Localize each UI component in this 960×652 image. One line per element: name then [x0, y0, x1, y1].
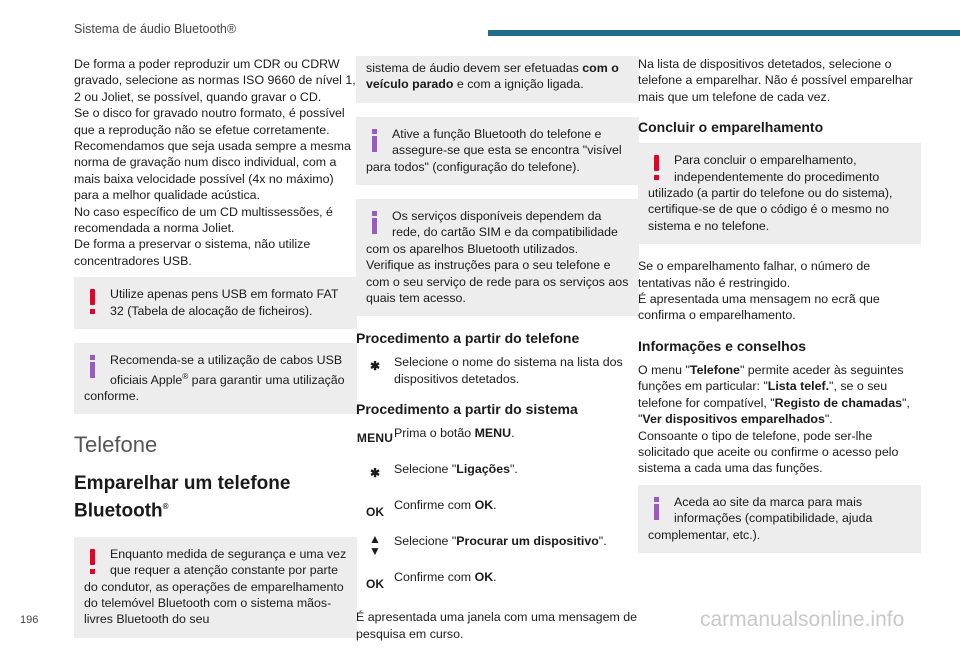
heading: Concluir o emparelhamento	[638, 119, 824, 136]
up-down-arrows-icon: ▲ ▼	[369, 532, 381, 559]
step	[356, 497, 639, 523]
step-text: Selecione o nome do sistema na lista dos dispositivos detetados.	[394, 355, 623, 386]
ok-button-icon: OK	[366, 505, 384, 520]
info-text: Ative a função Bluetooth do telefone e assegure-se que esta se encontra "visível para todos" (configuração do telefone).	[366, 126, 622, 174]
step-text: Selecione "Ligações".	[394, 462, 518, 477]
registered-mark: ®	[162, 502, 169, 512]
info-box	[356, 117, 639, 185]
step	[356, 425, 639, 451]
step	[356, 533, 639, 559]
step-text: Confirme com OK.	[394, 498, 497, 513]
warning-box	[638, 143, 921, 244]
paragraph: O menu "Telefone" permite aceder às seguintes funções em particular: "Lista telef.", se o seu telefone for compatível, "Registo de chamadas", "Ver dispositivos emparelhados".	[638, 362, 910, 427]
warning-icon	[84, 546, 110, 576]
menu-button-icon: MENU	[356, 431, 394, 446]
warning-text: e com a ignição ligada.	[453, 77, 584, 92]
ok-button-icon: OK	[366, 577, 384, 592]
header-bar	[488, 30, 960, 36]
warning-text: Para concluir o emparelhamento, independentemente do procedimento utilizado (a partir do telefone ou do sistema), certifique-se de que o código é o mesmo no sistema e no telefone.	[648, 153, 893, 233]
info-box	[638, 485, 921, 553]
paragraph: É apresentada uma mensagem no ecrã que confirma o emparelhamento.	[638, 292, 880, 323]
info-box	[74, 343, 357, 414]
column-2	[356, 56, 639, 650]
step	[356, 461, 639, 487]
header-title: Sistema de áudio Bluetooth®	[74, 22, 237, 36]
paragraph: De forma a preservar o sistema, não utilize concentradores USB.	[74, 237, 311, 268]
heading	[74, 472, 357, 522]
paragraph: No caso específico de um CD multissessões, é recomendada a norma Joliet.	[74, 204, 333, 236]
warning-icon	[648, 152, 674, 182]
warning-text: Utilize apenas pens USB em formato FAT 32 (Tabela de alocação de ficheiros).	[110, 287, 339, 318]
info-text: Recomenda-se a utilização de cabos USB oficiais Apple	[110, 353, 343, 387]
bluetooth-icon: ✱	[369, 466, 381, 481]
watermark: carmanualsonline.info	[700, 608, 905, 631]
warning-text-bold: com o veículo parado	[366, 61, 619, 92]
step-text: Prima o botão MENU.	[394, 426, 515, 441]
column-1	[74, 56, 357, 652]
info-text: Os serviços disponíveis dependem da rede, do cartão SIM e da compatibilidade com os aparelhos Bluetooth utilizados. Verifique as instruções para o seu telefone e com o seu serviço de rede para os serviços aos quais tem acesso.	[366, 209, 629, 306]
heading: Procedimento a partir do telefone	[356, 330, 580, 347]
step	[356, 569, 639, 595]
step	[356, 354, 639, 387]
registered-mark: ®	[182, 371, 189, 381]
bluetooth-icon: ✱	[369, 359, 381, 374]
heading-text: Emparelhar um telefone Bluetooth	[74, 473, 291, 522]
info-text-cont: para garantir uma utilização conforme.	[84, 372, 345, 404]
section-title: Telefone	[74, 432, 158, 458]
step-text: Confirme com OK.	[394, 570, 497, 585]
info-icon	[366, 126, 392, 156]
info-icon	[84, 352, 110, 382]
warning-icon	[84, 286, 110, 316]
step-text: Selecione "Procurar um dispositivo".	[394, 534, 607, 549]
paragraph: Na lista de dispositivos detetados, selecione o telefone a emparelhar. Não é possível emparelhar mais que um telefone de cada vez.	[638, 57, 913, 104]
heading: Informações e conselhos	[638, 337, 807, 354]
paragraph: Se o emparelhamento falhar, o número de tentativas não é restringido.	[638, 259, 871, 290]
paragraph: Recomendamos que seja usada sempre a mesma norma de gravação num disco individual, com a mais baixa velocidade possível (4x no máximo) para a melhor qualidade acústica.	[74, 139, 351, 203]
info-icon	[648, 494, 674, 524]
info-icon	[366, 208, 392, 238]
column-3	[638, 56, 921, 567]
paragraph: Se o disco for gravado noutro formato, é possível que a reprodução não se efetue corretamente.	[74, 106, 345, 137]
heading: Procedimento a partir do sistema	[356, 401, 578, 418]
warning-box	[74, 277, 357, 329]
paragraph: Consoante o tipo de telefone, pode ser-lhe solicitado que aceite ou confirme o acesso pelo sistema a cada uma das funções.	[638, 428, 899, 476]
paragraph: É apresentada uma janela com uma mensagem de pesquisa em curso.	[356, 610, 638, 641]
warning-box-continued	[356, 56, 639, 103]
warning-text: sistema de áudio devem ser efetuadas	[366, 61, 583, 75]
warning-box	[74, 537, 357, 638]
paragraph: De forma a poder reproduzir um CDR ou CDRW gravado, selecione as normas ISO 9660 de nível 1, 2 ou Joliet, se possível, quando gravar o CD.	[74, 57, 356, 104]
page-number: 196	[20, 614, 39, 626]
info-box	[356, 199, 639, 316]
info-text: Aceda ao site da marca para mais informações (compatibilidade, ajuda complementar, etc.).	[648, 494, 873, 542]
warning-text: Enquanto medida de segurança e uma vez que requer a atenção constante por parte do condutor, as operações de emparelhamento do telemóvel Bluetooth com o sistema mãos-livres Bluetooth do seu	[84, 546, 347, 627]
